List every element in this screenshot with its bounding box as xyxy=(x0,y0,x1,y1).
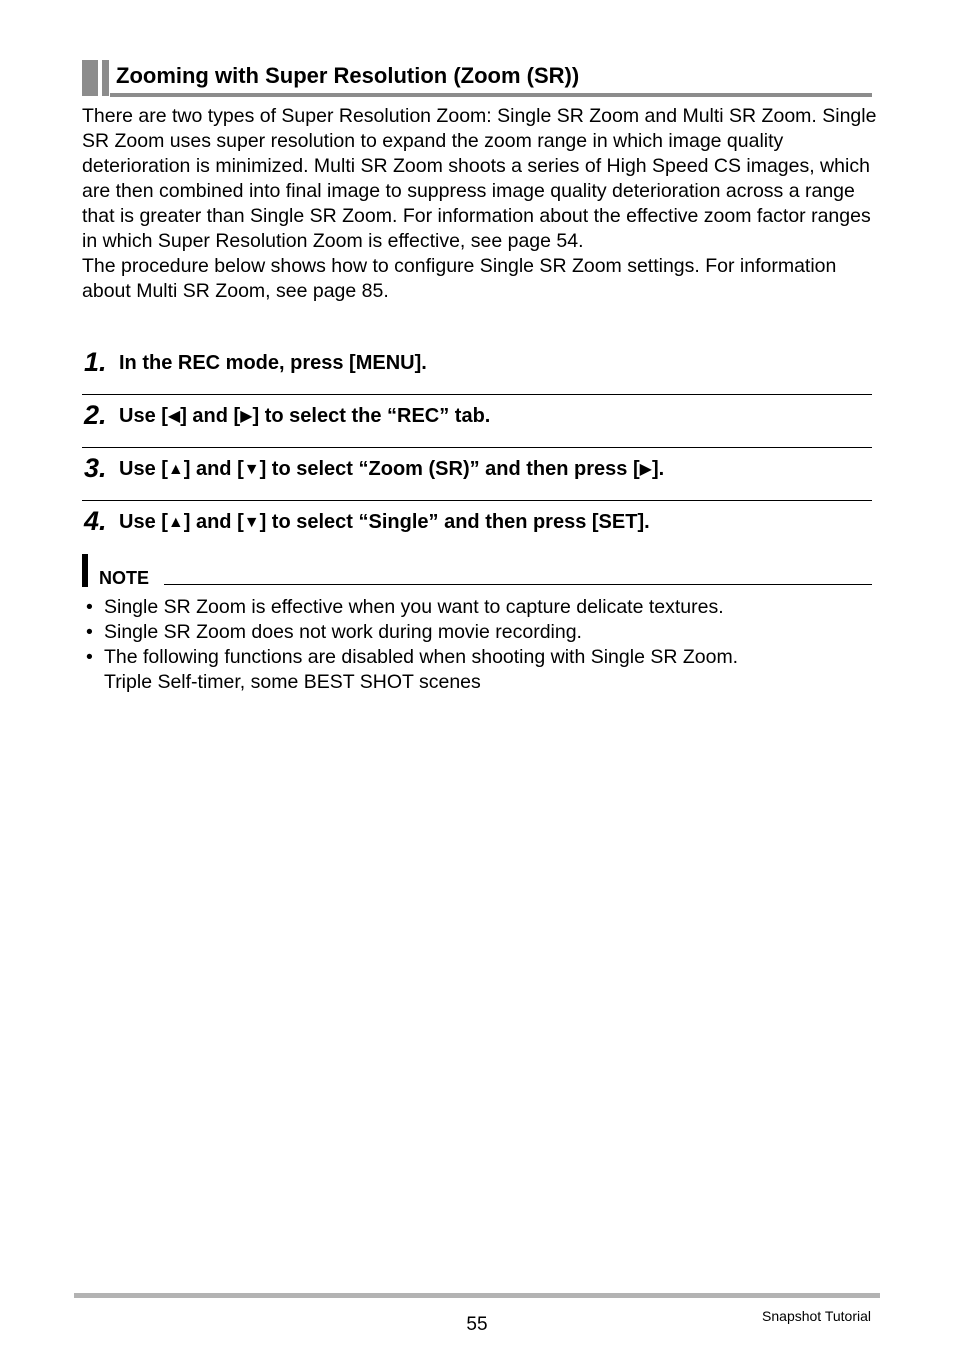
note-list xyxy=(82,595,872,695)
down-triangle-icon: ▼ xyxy=(243,461,260,478)
step-3 xyxy=(82,448,872,501)
note-bar xyxy=(82,554,88,587)
header-bar-narrow xyxy=(102,60,109,96)
down-triangle-icon: ▼ xyxy=(243,514,260,531)
footer-section-name: Snapshot Tutorial xyxy=(762,1308,871,1324)
list-item-continuation: Triple Self-timer, some BEST SHOT scenes xyxy=(104,671,481,693)
bullet: • xyxy=(86,596,93,618)
step-1 xyxy=(82,342,872,395)
step-text: Use [▲] and [▼] to select “Single” and then press [SET]. xyxy=(119,511,650,533)
section-title: Zooming with Super Resolution (Zoom (SR)) xyxy=(116,63,580,88)
right-triangle-icon: ▶ xyxy=(639,461,652,478)
right-triangle-icon: ▶ xyxy=(240,408,253,425)
step-number: 1. xyxy=(84,347,107,377)
bullet: • xyxy=(86,646,93,668)
list-item: • Single SR Zoom does not work during movie recording. xyxy=(86,621,582,643)
up-triangle-icon: ▲ xyxy=(167,514,184,531)
note-label: NOTE xyxy=(99,568,150,588)
bullet: • xyxy=(86,621,93,643)
page-number: 55 xyxy=(466,1314,488,1335)
note-header xyxy=(82,554,872,588)
up-triangle-icon: ▲ xyxy=(167,461,184,478)
step-2 xyxy=(82,395,872,448)
header-bar-wide xyxy=(82,60,98,96)
step-text: Use [▲] and [▼] to select “Zoom (SR)” and then press [▶]. xyxy=(119,458,665,480)
header-underline xyxy=(110,93,872,97)
intro-paragraph-2: The procedure below shows how to configure Single SR Zoom settings. For information about Multi SR Zoom, see page 85. xyxy=(82,255,837,302)
step-number: 4. xyxy=(84,506,107,536)
intro-text xyxy=(82,104,882,304)
list-item: • The following functions are disabled when shooting with Single SR Zoom. Triple Self-timer, some BEST SHOT scenes xyxy=(82,645,872,695)
note-rule xyxy=(164,584,872,585)
procedure-steps xyxy=(82,342,872,553)
intro-paragraph-1: There are two types of Super Resolution Zoom: Single SR Zoom and Multi SR Zoom. Single SR Zoom uses super resolution to expand the zoom range in which image quality deterioration is minimized. Multi SR Zoom shoots a series of High Speed CS images, which are then combined into final image to suppress image quality deterioration across a range that is greater than Single SR Zoom. For information about the effective zoom factor ranges in which Super Resolution Zoom is effective, see page 54. xyxy=(82,105,877,252)
step-number: 3. xyxy=(84,453,107,483)
step-number: 2. xyxy=(84,400,107,430)
footer-rule xyxy=(74,1293,880,1298)
left-triangle-icon: ◀ xyxy=(167,408,181,425)
step-4 xyxy=(82,501,872,553)
section-header xyxy=(82,58,872,98)
list-item: • Single SR Zoom is effective when you want to capture delicate textures. xyxy=(86,596,724,618)
step-text: In the REC mode, press [MENU]. xyxy=(119,352,427,374)
step-text: Use [◀] and [▶] to select the “REC” tab. xyxy=(119,405,491,427)
